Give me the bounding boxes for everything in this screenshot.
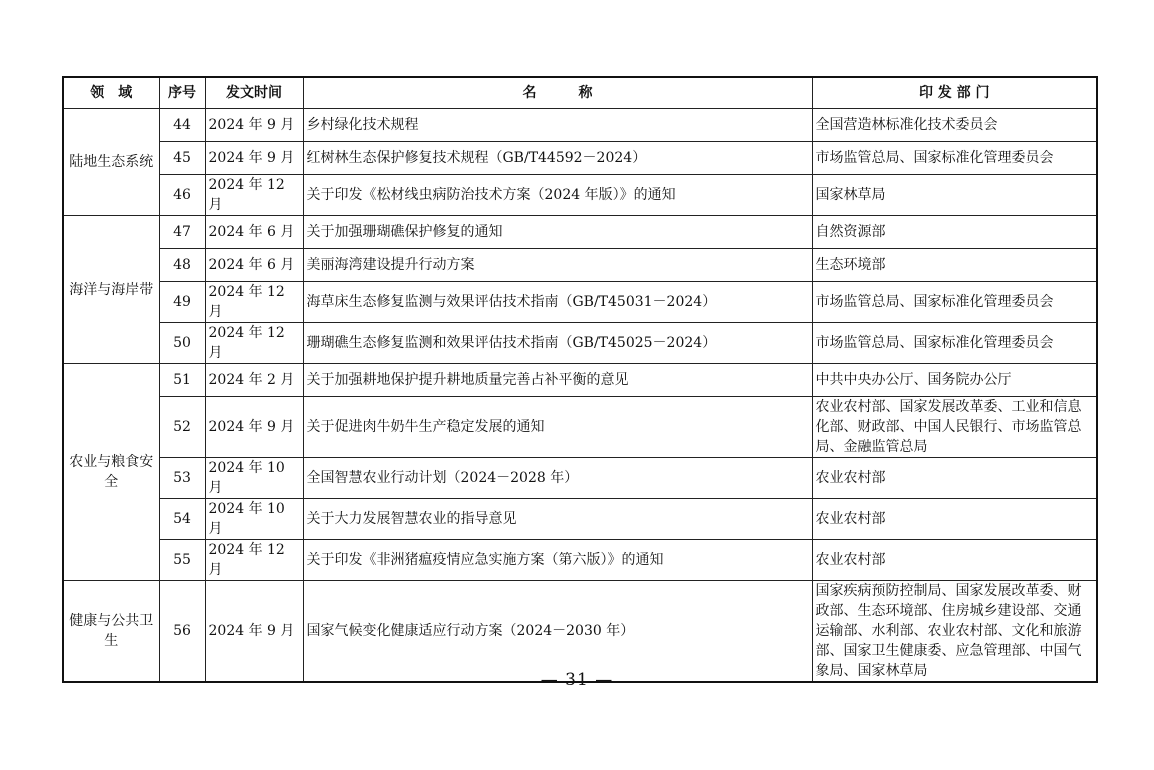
table-row	[63, 249, 1097, 282]
date-cell: 2024 年 9 月	[205, 109, 303, 142]
date-cell: 2024 年 9 月	[205, 142, 303, 175]
name-cell: 关于印发《松材线虫病防治技术方案（2024 年版）》的通知	[303, 175, 812, 216]
header-domain: 领 域	[63, 77, 159, 109]
name-cell: 关于印发《非洲猪瘟疫情应急实施方案（第六版）》的通知	[303, 540, 812, 581]
date-cell: 2024 年 10 月	[205, 499, 303, 540]
dept-cell: 国家疾病预防控制局、国家发展改革委、财政部、生态环境部、住房城乡建设部、交通运输部、水利部、农业农村部、文化和旅游部、国家卫生健康委、应急管理部、中国气象局、国家林草局	[812, 581, 1097, 683]
header-seq: 序号	[159, 77, 205, 109]
domain-cell: 陆地生态系统	[63, 109, 159, 216]
dept-cell: 市场监管总局、国家标准化管理委员会	[812, 323, 1097, 364]
table-row	[63, 175, 1097, 216]
table-row	[63, 142, 1097, 175]
date-cell: 2024 年 12 月	[205, 175, 303, 216]
header-name: 名 称	[303, 77, 812, 109]
dept-cell: 生态环境部	[812, 249, 1097, 282]
table-header-row	[63, 77, 1097, 109]
dept-cell: 市场监管总局、国家标准化管理委员会	[812, 282, 1097, 323]
date-cell: 2024 年 12 月	[205, 323, 303, 364]
name-cell: 关于加强耕地保护提升耕地质量完善占补平衡的意见	[303, 364, 812, 397]
header-date: 发文时间	[205, 77, 303, 109]
table-row	[63, 540, 1097, 581]
seq-cell: 55	[159, 540, 205, 581]
seq-cell: 45	[159, 142, 205, 175]
table-row	[63, 109, 1097, 142]
dept-cell: 农业农村部、国家发展改革委、工业和信息化部、财政部、中国人民银行、市场监管总局、金融监管总局	[812, 397, 1097, 458]
seq-cell: 50	[159, 323, 205, 364]
name-cell: 红树林生态保护修复技术规程（GB/T44592－2024）	[303, 142, 812, 175]
seq-cell: 47	[159, 216, 205, 249]
seq-cell: 46	[159, 175, 205, 216]
dept-cell: 全国营造林标准化技术委员会	[812, 109, 1097, 142]
table-row	[63, 216, 1097, 249]
name-cell: 关于加强珊瑚礁保护修复的通知	[303, 216, 812, 249]
seq-cell: 48	[159, 249, 205, 282]
header-dept: 印 发 部 门	[812, 77, 1097, 109]
domain-cell: 海洋与海岸带	[63, 216, 159, 364]
name-cell: 国家气候变化健康适应行动方案（2024－2030 年）	[303, 581, 812, 683]
dept-cell: 自然资源部	[812, 216, 1097, 249]
name-cell: 海草床生态修复监测与效果评估技术指南（GB/T45031－2024）	[303, 282, 812, 323]
dept-cell: 国家林草局	[812, 175, 1097, 216]
table-row	[63, 323, 1097, 364]
date-cell: 2024 年 10 月	[205, 458, 303, 499]
date-cell: 2024 年 12 月	[205, 282, 303, 323]
domain-cell: 健康与公共卫生	[63, 581, 159, 683]
seq-cell: 51	[159, 364, 205, 397]
table-row	[63, 282, 1097, 323]
seq-cell: 53	[159, 458, 205, 499]
date-cell: 2024 年 12 月	[205, 540, 303, 581]
name-cell: 关于大力发展智慧农业的指导意见	[303, 499, 812, 540]
seq-cell: 54	[159, 499, 205, 540]
date-cell: 2024 年 9 月	[205, 581, 303, 683]
dept-cell: 中共中央办公厅、国务院办公厅	[812, 364, 1097, 397]
name-cell: 全国智慧农业行动计划（2024－2028 年）	[303, 458, 812, 499]
seq-cell: 49	[159, 282, 205, 323]
dept-cell: 农业农村部	[812, 499, 1097, 540]
seq-cell: 52	[159, 397, 205, 458]
domain-cell: 农业与粮食安全	[63, 364, 159, 581]
policy-table	[62, 76, 1098, 683]
date-cell: 2024 年 6 月	[205, 249, 303, 282]
table-row	[63, 499, 1097, 540]
table-row	[63, 458, 1097, 499]
page-number: — 31 —	[540, 670, 614, 690]
name-cell: 珊瑚礁生态修复监测和效果评估技术指南（GB/T45025－2024）	[303, 323, 812, 364]
seq-cell: 44	[159, 109, 205, 142]
date-cell: 2024 年 2 月	[205, 364, 303, 397]
table-row	[63, 581, 1097, 683]
name-cell: 乡村绿化技术规程	[303, 109, 812, 142]
date-cell: 2024 年 6 月	[205, 216, 303, 249]
name-cell: 美丽海湾建设提升行动方案	[303, 249, 812, 282]
seq-cell: 56	[159, 581, 205, 683]
dept-cell: 农业农村部	[812, 540, 1097, 581]
table-row	[63, 397, 1097, 458]
table-row	[63, 364, 1097, 397]
dept-cell: 市场监管总局、国家标准化管理委员会	[812, 142, 1097, 175]
dept-cell: 农业农村部	[812, 458, 1097, 499]
date-cell: 2024 年 9 月	[205, 397, 303, 458]
name-cell: 关于促进肉牛奶牛生产稳定发展的通知	[303, 397, 812, 458]
